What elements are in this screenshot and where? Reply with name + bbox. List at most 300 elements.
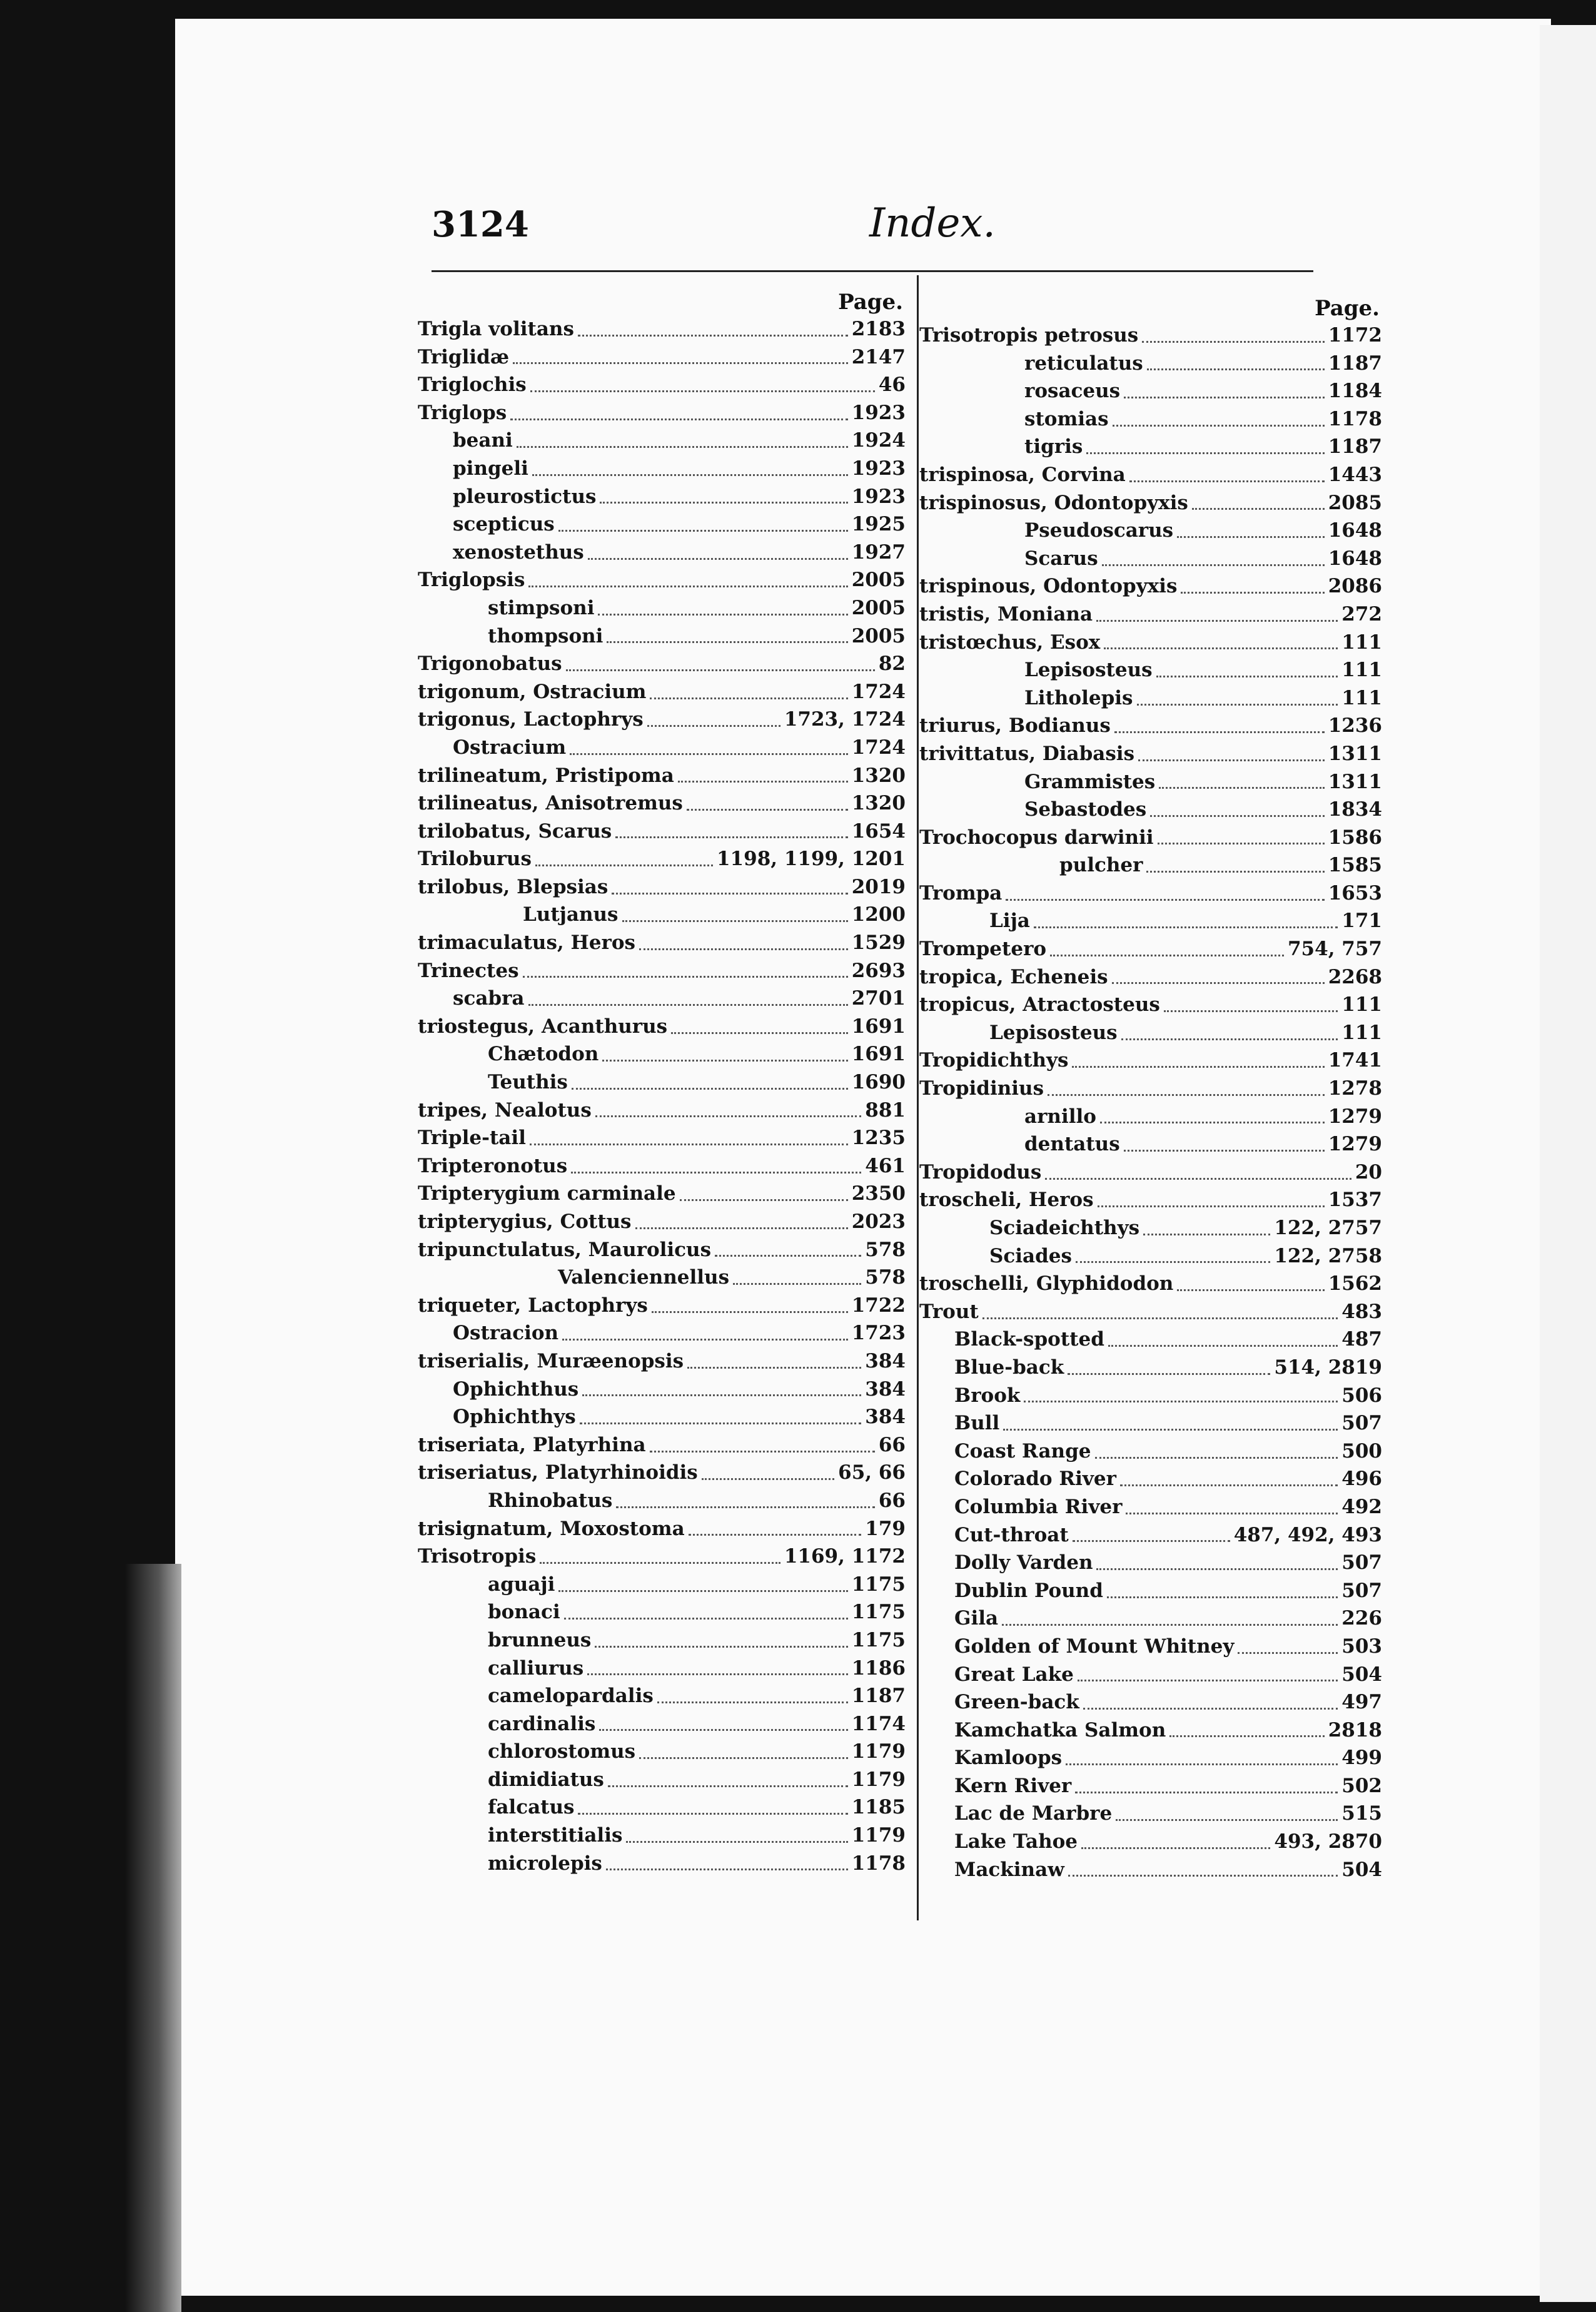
dot-leader xyxy=(572,1088,848,1090)
entry-pages: 578 xyxy=(865,1238,906,1261)
dot-leader xyxy=(1138,759,1325,761)
index-entry xyxy=(919,1326,1382,1354)
entry-pages: 496 xyxy=(1341,1468,1382,1491)
dot-leader xyxy=(650,697,847,699)
entry-pages: 1320 xyxy=(851,792,906,815)
dot-leader xyxy=(1078,1680,1338,1681)
entry-term: Pseudoscarus xyxy=(1024,519,1174,542)
index-entry xyxy=(418,1319,906,1347)
entry-pages: 1723 xyxy=(851,1322,906,1345)
index-entry xyxy=(919,796,1382,824)
index-entry xyxy=(418,1208,906,1236)
entry-term: Tripterygium carminale xyxy=(418,1182,676,1205)
entry-pages: 1175 xyxy=(851,1573,906,1596)
index-entry xyxy=(418,1180,906,1208)
binding-shadow xyxy=(125,1564,181,2312)
dot-leader xyxy=(612,893,847,895)
index-entry xyxy=(919,1437,1382,1466)
index-entry xyxy=(919,907,1382,935)
entry-term: dimidiatus xyxy=(488,1768,604,1791)
dot-leader xyxy=(687,809,848,811)
entry-term: trilineatum, Pristipoma xyxy=(418,764,674,787)
index-entry xyxy=(919,461,1382,489)
entry-pages: 2086 xyxy=(1328,575,1382,598)
entry-term: Trisotropis petrosus xyxy=(919,324,1139,347)
entry-term: Triglops xyxy=(418,401,507,424)
entry-pages: 492 xyxy=(1341,1495,1382,1518)
entry-pages: 881 xyxy=(865,1098,906,1122)
dot-leader xyxy=(1159,787,1324,789)
entry-term: triostegus, Acanthurus xyxy=(418,1015,668,1038)
index-entry xyxy=(418,1850,906,1878)
dot-leader xyxy=(982,1317,1338,1319)
index-entry xyxy=(919,684,1382,712)
index-entry xyxy=(919,1298,1382,1326)
index-entry xyxy=(418,1068,906,1097)
entry-term: trispinosus, Odontopyxis xyxy=(919,491,1188,514)
index-entry xyxy=(919,1159,1382,1187)
entry-pages: 46 xyxy=(878,373,906,397)
page-number: 3124 xyxy=(432,204,529,245)
index-entry xyxy=(418,1626,906,1655)
dot-leader xyxy=(513,362,848,364)
entry-term: bonaci xyxy=(488,1601,560,1624)
index-entry xyxy=(919,824,1382,852)
index-entry xyxy=(418,957,906,985)
entry-term: Scarus xyxy=(1024,547,1098,570)
entry-pages: 1187 xyxy=(1328,435,1382,459)
index-entry xyxy=(418,371,906,399)
entry-pages: 2183 xyxy=(851,318,906,340)
entry-term: Green-back xyxy=(954,1691,1079,1714)
entry-pages: 1654 xyxy=(851,819,906,843)
dot-leader xyxy=(1147,368,1325,370)
entry-term: stomias xyxy=(1024,407,1109,430)
dot-leader xyxy=(558,1590,847,1592)
dot-leader xyxy=(1126,1513,1338,1514)
entry-term: Lake Tahoe xyxy=(954,1830,1078,1853)
entry-pages: 500 xyxy=(1341,1439,1382,1463)
dot-leader xyxy=(570,753,848,755)
index-entry xyxy=(418,1097,906,1125)
entry-term: Dolly Varden xyxy=(954,1551,1093,1574)
entry-pages: 754, 757 xyxy=(1287,938,1382,961)
entry-pages: 1311 xyxy=(1328,770,1382,793)
dot-leader xyxy=(562,1339,848,1341)
entry-pages: 514, 2819 xyxy=(1274,1356,1382,1379)
entry-term: Black-spotted xyxy=(954,1328,1104,1351)
dot-leader xyxy=(647,725,780,727)
dot-leader xyxy=(1068,1373,1270,1375)
dot-leader xyxy=(1116,1819,1338,1821)
entry-term: Tripteronotus xyxy=(418,1154,568,1177)
dot-leader xyxy=(1146,871,1324,873)
entry-pages: 384 xyxy=(865,1406,906,1429)
header-rule xyxy=(432,270,1313,272)
entry-pages: 497 xyxy=(1341,1691,1382,1714)
dot-leader xyxy=(1048,1094,1325,1096)
dot-leader xyxy=(608,1785,848,1787)
entry-pages: 515 xyxy=(1341,1802,1382,1825)
index-entry xyxy=(919,1382,1382,1410)
entry-pages: 179 xyxy=(865,1517,906,1540)
index-entry xyxy=(418,1152,906,1180)
entry-term: Ophichthys xyxy=(453,1406,576,1429)
dot-leader xyxy=(1164,1010,1338,1012)
entry-term: triseriatus, Platyrhinoidis xyxy=(418,1461,698,1484)
dot-leader xyxy=(528,586,847,587)
dot-leader xyxy=(639,948,848,950)
index-entry xyxy=(418,399,906,427)
entry-term: Triple-tail xyxy=(418,1127,526,1150)
entry-term: camelopardalis xyxy=(488,1685,654,1708)
entry-pages: 506 xyxy=(1341,1384,1382,1407)
index-entry xyxy=(418,1487,906,1515)
entry-term: Trompa xyxy=(919,881,1003,905)
index-entries xyxy=(418,315,906,1877)
entry-pages: 2693 xyxy=(851,959,906,982)
dot-leader xyxy=(652,1311,848,1313)
entry-term: Golden of Mount Whitney xyxy=(954,1635,1235,1658)
entry-pages: 111 xyxy=(1341,631,1382,654)
entry-pages: 1443 xyxy=(1328,463,1382,486)
entry-term: trilobatus, Scarus xyxy=(418,819,612,843)
entry-pages: 2005 xyxy=(851,596,906,619)
entry-pages: 503 xyxy=(1341,1635,1382,1658)
entry-pages: 2085 xyxy=(1328,491,1382,514)
entry-pages: 1724 xyxy=(851,680,906,703)
index-entry xyxy=(919,851,1382,880)
index-entry xyxy=(418,1013,906,1041)
entry-term: Chætodon xyxy=(488,1043,599,1066)
index-entry xyxy=(919,517,1382,545)
dot-leader xyxy=(1156,676,1338,677)
entry-term: trimaculatus, Heros xyxy=(418,931,635,955)
index-entry xyxy=(418,594,906,622)
dot-leader xyxy=(1238,1652,1338,1654)
index-entry xyxy=(418,1515,906,1543)
index-entry xyxy=(418,1040,906,1068)
entry-pages: 384 xyxy=(865,1377,906,1401)
dot-leader xyxy=(680,1199,848,1201)
dot-leader xyxy=(1066,1763,1338,1765)
index-entry xyxy=(919,1772,1382,1800)
entry-term: Ostracion xyxy=(453,1322,559,1345)
index-entry xyxy=(418,427,906,455)
dot-leader xyxy=(1006,899,1324,901)
dot-leader xyxy=(1120,1484,1338,1486)
entry-term: beani xyxy=(453,429,513,452)
entry-pages: 1927 xyxy=(851,540,906,564)
entry-pages: 487 xyxy=(1341,1328,1382,1351)
dot-leader xyxy=(678,781,848,783)
entry-term: Lac de Marbre xyxy=(954,1802,1113,1825)
entry-term: trisignatum, Moxostoma xyxy=(418,1517,685,1540)
entry-pages: 1529 xyxy=(851,931,906,955)
index-entry xyxy=(919,1409,1382,1437)
entry-term: tristœchus, Esox xyxy=(919,631,1101,654)
entry-term: Lija xyxy=(989,910,1030,933)
entry-pages: 1653 xyxy=(1328,881,1382,905)
entry-pages: 1320 xyxy=(851,764,906,787)
dot-leader xyxy=(588,558,848,560)
entry-term: Cut-throat xyxy=(954,1523,1069,1546)
entry-term: Sciadeichthys xyxy=(989,1217,1140,1239)
dot-leader xyxy=(1076,1261,1270,1263)
entry-term: Coast Range xyxy=(954,1439,1091,1463)
index-entry xyxy=(418,1376,906,1404)
index-entry xyxy=(418,1766,906,1794)
entry-term: trigonum, Ostracium xyxy=(418,680,647,703)
dot-leader xyxy=(1096,1568,1338,1570)
index-entry xyxy=(919,991,1382,1019)
entry-term: Sciades xyxy=(989,1244,1072,1267)
entry-term: Triloburus xyxy=(418,848,532,871)
index-entry xyxy=(418,1431,906,1459)
entry-pages: 65, 66 xyxy=(838,1461,906,1484)
dot-leader xyxy=(1102,564,1325,566)
entry-pages: 507 xyxy=(1341,1412,1382,1435)
dot-leader xyxy=(1124,1150,1325,1152)
index-entry xyxy=(418,1793,906,1822)
dot-leader xyxy=(1068,1875,1338,1877)
entry-term: dentatus xyxy=(1024,1133,1120,1156)
entry-term: rosaceus xyxy=(1024,380,1121,403)
index-entry xyxy=(919,1800,1382,1828)
entry-term: Kamchatka Salmon xyxy=(954,1718,1166,1742)
entry-pages: 1200 xyxy=(851,903,906,926)
index-entry xyxy=(418,622,906,651)
entry-term: Trisotropis xyxy=(418,1545,537,1568)
dot-leader xyxy=(1143,1234,1270,1235)
entry-term: tropica, Echeneis xyxy=(919,965,1108,988)
entry-term: pleurostictus xyxy=(453,485,597,508)
index-entry xyxy=(919,1103,1382,1131)
entry-term: Trompetero xyxy=(919,938,1047,961)
entry-pages: 1923 xyxy=(851,457,906,480)
dot-leader xyxy=(535,864,713,866)
entry-pages: 2023 xyxy=(851,1210,906,1233)
dot-leader xyxy=(1129,480,1325,482)
index-entry xyxy=(919,1047,1382,1075)
entry-term: Lepisosteus xyxy=(989,1021,1118,1044)
entry-term: calliurus xyxy=(488,1656,584,1680)
entry-pages: 1925 xyxy=(851,513,906,536)
dot-leader xyxy=(1137,704,1338,706)
entry-term: Lepisosteus xyxy=(1024,659,1153,682)
index-entry xyxy=(919,545,1382,573)
index-entry xyxy=(418,1710,906,1738)
index-entry xyxy=(418,1236,906,1264)
index-entry xyxy=(418,566,906,594)
index-entry xyxy=(418,706,906,734)
entry-pages: 1198, 1199, 1201 xyxy=(716,848,906,871)
index-entry xyxy=(919,322,1382,350)
entry-pages: 1537 xyxy=(1328,1189,1382,1212)
index-entry xyxy=(418,789,906,818)
entry-pages: 507 xyxy=(1341,1551,1382,1574)
entry-term: Dublin Pound xyxy=(954,1579,1103,1602)
entry-term: chlorostomus xyxy=(488,1740,636,1763)
entry-pages: 1172 xyxy=(1328,324,1382,347)
dot-leader xyxy=(578,335,848,337)
dot-leader xyxy=(517,446,848,448)
dot-leader xyxy=(578,1813,847,1815)
dot-leader xyxy=(540,1562,780,1564)
index-entry xyxy=(418,455,906,483)
entry-term: Rhinobatus xyxy=(488,1489,613,1512)
index-entry xyxy=(418,901,906,929)
entry-term: tripterygius, Cottus xyxy=(418,1210,632,1233)
dot-leader xyxy=(1177,1289,1324,1291)
entry-term: stimpsoni xyxy=(488,596,595,619)
entry-term: scepticus xyxy=(453,513,555,536)
index-entry xyxy=(919,1019,1382,1047)
index-entry xyxy=(919,1493,1382,1521)
index-entry xyxy=(919,1661,1382,1689)
entry-term: Kern River xyxy=(954,1774,1072,1797)
entry-term: trispinous, Odontopyxis xyxy=(919,575,1178,598)
page-title: Index. xyxy=(869,200,996,246)
entry-pages: 1184 xyxy=(1328,380,1382,403)
entry-term: tristis, Moniana xyxy=(919,602,1093,626)
dot-leader xyxy=(1095,1457,1338,1459)
index-entry xyxy=(919,1549,1382,1577)
dot-leader xyxy=(639,1757,848,1759)
entry-pages: 1741 xyxy=(1328,1049,1382,1072)
index-entry xyxy=(919,1716,1382,1745)
dot-leader xyxy=(602,1060,847,1062)
entry-pages: 1187 xyxy=(851,1685,906,1708)
index-entry xyxy=(418,483,906,511)
entry-term: thompsoni xyxy=(488,624,604,647)
entry-pages: 1722 xyxy=(851,1294,906,1317)
index-entry xyxy=(919,1214,1382,1242)
column-divider xyxy=(917,275,919,1920)
entry-pages: 122, 2757 xyxy=(1274,1217,1382,1239)
entry-term: Ophichthus xyxy=(453,1377,579,1401)
index-entry xyxy=(919,1688,1382,1716)
entry-term: Trigonobatus xyxy=(418,652,562,676)
entry-term: trivittatus, Diabasis xyxy=(919,742,1135,765)
entry-pages: 487, 492, 493 xyxy=(1233,1523,1382,1546)
dot-leader xyxy=(1112,982,1325,984)
index-entry xyxy=(418,818,906,846)
dot-leader xyxy=(689,1534,862,1536)
entry-pages: 1174 xyxy=(851,1712,906,1735)
entry-term: reticulatus xyxy=(1024,352,1143,375)
entry-pages: 1924 xyxy=(851,429,906,452)
dot-leader xyxy=(1083,1708,1338,1710)
dot-leader xyxy=(687,1367,861,1369)
dot-leader xyxy=(1072,1066,1324,1068)
entry-pages: 1169, 1172 xyxy=(784,1545,906,1568)
entry-pages: 1179 xyxy=(851,1740,906,1763)
entry-pages: 1179 xyxy=(851,1824,906,1847)
index-entry xyxy=(418,1292,906,1320)
index-entry xyxy=(418,1738,906,1766)
dot-leader xyxy=(616,1506,874,1508)
entry-term: Gila xyxy=(954,1607,999,1630)
dot-leader xyxy=(510,418,848,420)
index-entry xyxy=(919,1354,1382,1382)
dot-leader xyxy=(530,1143,848,1145)
dot-leader xyxy=(1086,452,1324,454)
entry-pages: 122, 2758 xyxy=(1274,1244,1382,1267)
dot-leader xyxy=(1024,1401,1338,1402)
page-header xyxy=(432,199,1320,255)
dot-leader xyxy=(1081,1847,1270,1849)
dot-leader xyxy=(530,390,875,392)
index-entries xyxy=(919,322,1382,1884)
dot-leader xyxy=(598,614,847,616)
index-entry xyxy=(418,762,906,790)
dot-leader xyxy=(528,1004,848,1006)
index-entry xyxy=(919,656,1382,684)
entry-term: Kamloops xyxy=(954,1747,1063,1770)
index-entry xyxy=(919,1465,1382,1493)
entry-term: cardinalis xyxy=(488,1712,596,1735)
entry-term: tripes, Nealotus xyxy=(418,1098,592,1122)
dot-leader xyxy=(1002,1624,1338,1626)
index-entry xyxy=(418,1459,906,1487)
dot-leader xyxy=(622,920,848,922)
index-entry xyxy=(418,315,906,343)
index-entry xyxy=(919,489,1382,517)
entry-term: scabra xyxy=(453,987,525,1010)
index-entry xyxy=(919,1130,1382,1159)
entry-term: Tropidichthys xyxy=(919,1049,1069,1072)
dot-leader xyxy=(595,1646,847,1648)
index-entry xyxy=(919,433,1382,461)
entry-term: Colorado River xyxy=(954,1468,1116,1491)
index-entry xyxy=(418,845,906,873)
entry-term: tigris xyxy=(1024,435,1083,459)
dot-leader xyxy=(532,474,848,476)
entry-pages: 111 xyxy=(1341,993,1382,1017)
entry-term: triqueter, Lactophrys xyxy=(418,1294,648,1317)
entry-pages: 66 xyxy=(878,1433,906,1456)
entry-term: Triglidæ xyxy=(418,345,510,368)
entry-term: Columbia River xyxy=(954,1495,1123,1518)
index-column-right xyxy=(919,295,1382,1884)
dot-leader xyxy=(1050,955,1284,956)
dot-leader xyxy=(715,1255,861,1257)
dot-leader xyxy=(702,1478,834,1480)
dot-leader xyxy=(733,1283,861,1285)
entry-pages: 1691 xyxy=(851,1043,906,1066)
dot-leader xyxy=(1181,592,1324,594)
index-entry xyxy=(418,1655,906,1683)
entry-pages: 111 xyxy=(1341,1021,1382,1044)
index-entry xyxy=(418,873,906,901)
index-entry xyxy=(919,572,1382,601)
index-entry xyxy=(418,929,906,957)
index-entry xyxy=(919,1577,1382,1605)
dot-leader xyxy=(1104,647,1338,649)
entry-term: Tropidinius xyxy=(919,1077,1044,1100)
dot-leader xyxy=(571,1172,861,1174)
dot-leader xyxy=(1075,1792,1338,1793)
index-entry xyxy=(418,1571,906,1599)
index-entry xyxy=(418,1543,906,1571)
index-entry xyxy=(919,880,1382,908)
entry-term: arnillo xyxy=(1024,1105,1096,1128)
entry-pages: 461 xyxy=(865,1154,906,1177)
entry-pages: 1586 xyxy=(1328,826,1382,849)
dot-leader xyxy=(635,1227,848,1229)
entry-term: troschelli, Glyphidodon xyxy=(919,1272,1174,1295)
